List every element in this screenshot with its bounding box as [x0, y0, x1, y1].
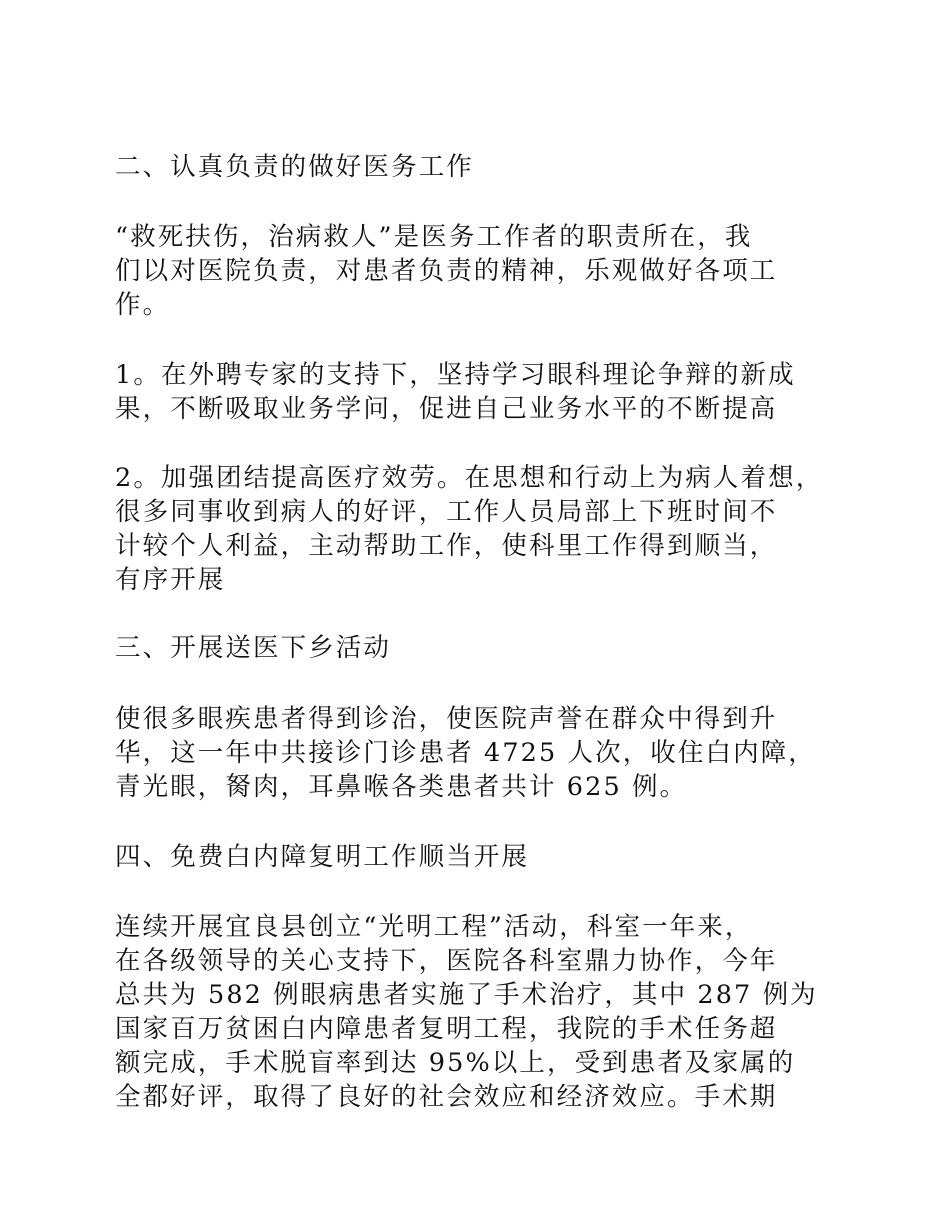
section-heading-3 [115, 631, 855, 665]
text-line: 额完成，手术脱盲率到达 95%以上，受到患者及家属的 [115, 1048, 796, 1078]
text-line: 总共为 582 例眼病患者实施了手术治疗，其中 287 例为 [115, 980, 818, 1010]
section-heading-4 [115, 840, 855, 874]
text-line: 使很多眼疾患者得到诊治，使医院声誉在群众中得到升 [115, 704, 778, 734]
text-line: 国家百万贫困白内障患者复明工程，我院的手术任务超 [115, 1014, 778, 1044]
text-line: 青光眼，胬肉，耳鼻喉各类患者共计 625 例。 [115, 772, 688, 802]
paragraph-intro [115, 220, 855, 322]
text-line: 全都好评，取得了良好的社会效应和经济效应。手术期 [115, 1082, 778, 1112]
text-line: 二、认真负责的做好医务工作 [115, 152, 474, 182]
text-line: 连续开展宜良县创立“光明工程”活动，科室一年来， [115, 912, 753, 942]
text-line: 2。加强团结提高医疗效劳。在思想和行动上为病人着想， [115, 463, 824, 493]
text-line: “救死扶伤，治病救人”是医务工作者的职责所在，我 [115, 222, 753, 252]
paragraph-outreach [115, 702, 855, 804]
text-line: 们以对医院负责，对患者负责的精神，乐观做好各项工 [115, 256, 778, 286]
text-line: 四、免费白内障复明工作顺当开展 [115, 842, 530, 872]
section-heading-2 [115, 150, 855, 184]
text-line: 果，不断吸取业务学问，促进自己业务水平的不断提高 [115, 394, 778, 424]
text-line: 很多同事收到病人的好评，工作人员局部上下班时间不 [115, 497, 778, 527]
text-line: 华，这一年中共接诊门诊患者 4725 人次，收住白内障， [115, 738, 816, 768]
text-line: 作。 [115, 290, 171, 320]
paragraph-cataract [115, 910, 855, 1114]
text-line: 计较个人利益，主动帮助工作，使科里工作得到顺当， [115, 531, 778, 561]
paragraph-item-1 [115, 358, 855, 426]
text-line: 有序开展 [115, 565, 226, 595]
text-line: 三、开展送医下乡活动 [115, 633, 392, 663]
paragraph-item-2 [115, 461, 855, 597]
text-line: 1。在外聘专家的支持下，坚持学习眼科理论争辩的新成 [115, 360, 796, 390]
text-line: 在各级领导的关心支持下，医院各科室鼎力协作，今年 [115, 946, 778, 976]
